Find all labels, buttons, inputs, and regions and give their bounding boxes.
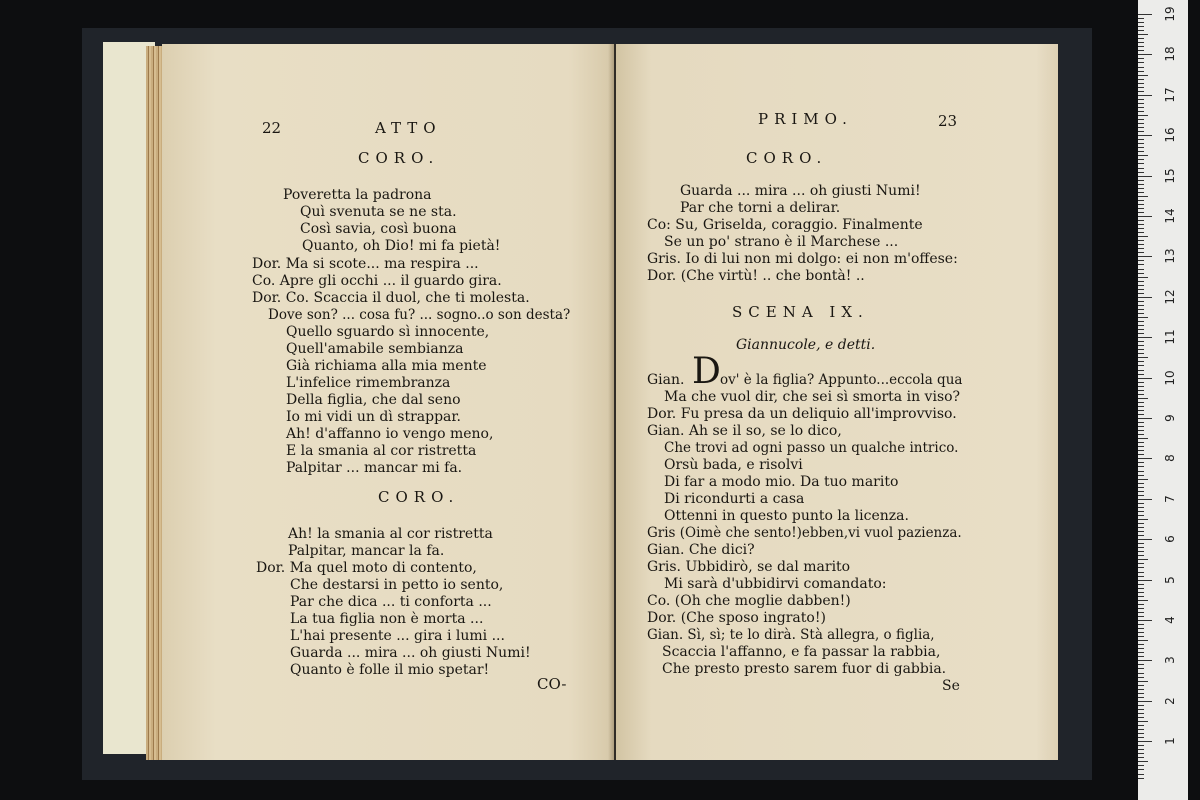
ruler-tick <box>1138 596 1144 597</box>
ruler-tick <box>1138 321 1144 322</box>
left-coro-heading-2: CORO. <box>378 488 460 506</box>
ruler-tick <box>1138 442 1144 443</box>
ruler-tick <box>1138 220 1144 221</box>
ruler-tick <box>1138 305 1144 306</box>
ruler-tick <box>1138 511 1144 512</box>
ruler-tick <box>1138 196 1148 197</box>
ruler-number: 11 <box>1163 329 1177 345</box>
ruler-tick <box>1138 406 1144 407</box>
ruler-tick <box>1138 341 1144 342</box>
ruler-tick <box>1138 79 1144 80</box>
verse-line: Co. Apre gli occhi ... il guardo gira. <box>252 273 502 289</box>
ruler-tick <box>1138 264 1144 265</box>
ruler-tick <box>1138 252 1144 253</box>
ruler-tick <box>1138 289 1144 290</box>
ruler-tick <box>1138 62 1144 63</box>
ruler-tick <box>1138 42 1144 43</box>
ruler-tick <box>1138 240 1144 241</box>
ruler-tick <box>1138 495 1144 496</box>
ruler-tick <box>1138 753 1144 754</box>
verse-line: E la smania al cor ristretta <box>286 443 477 459</box>
ruler-tick <box>1138 745 1144 746</box>
ruler-tick <box>1138 580 1152 581</box>
ruler-number: 6 <box>1163 535 1177 544</box>
ruler-tick <box>1138 95 1152 96</box>
ruler-tick <box>1138 337 1152 338</box>
left-coro-heading-1: CORO. <box>358 149 440 167</box>
verse-line: La tua figlia non è morta ... <box>290 611 484 627</box>
ruler-tick <box>1138 111 1144 112</box>
verse-line: Di ricondurti a casa <box>664 491 805 507</box>
verse-line: Gris. Ubbidirò, se dal marito <box>647 559 851 575</box>
verse-line: Quello sguardo sì innocente, <box>286 324 490 340</box>
ruler-tick <box>1138 398 1148 399</box>
ruler-tick <box>1138 422 1144 423</box>
ruler-tick <box>1138 693 1144 694</box>
ruler-tick <box>1138 248 1144 249</box>
ruler-tick <box>1138 131 1144 132</box>
scene-heading: SCENA IX. <box>732 303 869 321</box>
ruler-tick <box>1138 99 1144 100</box>
ruler-tick <box>1138 535 1144 536</box>
ruler-number: 15 <box>1163 167 1177 184</box>
ruler-tick <box>1138 559 1148 560</box>
ruler-tick <box>1138 624 1144 625</box>
ruler-number: 4 <box>1163 616 1177 624</box>
ruler-tick <box>1138 636 1144 637</box>
ruler-tick <box>1138 349 1144 350</box>
verse-line: Quell'amabile sembianza <box>286 341 464 357</box>
ruler-tick <box>1138 527 1144 528</box>
ruler-number: 8 <box>1163 454 1177 463</box>
ruler-tick <box>1138 139 1144 140</box>
ruler-tick <box>1138 555 1144 556</box>
ruler-tick <box>1138 414 1144 415</box>
ruler-tick <box>1138 543 1144 544</box>
verse-line: Ah! la smania al cor ristretta <box>288 526 493 542</box>
ruler-tick <box>1138 147 1144 148</box>
ruler-tick <box>1138 18 1144 19</box>
ruler-tick <box>1138 361 1144 362</box>
verse-line: Palpitar, mancar la fa. <box>288 543 445 559</box>
ruler-tick <box>1138 519 1148 520</box>
speaker-label: Gian. <box>647 372 685 388</box>
ruler-number: 14 <box>1163 208 1177 224</box>
ruler-tick <box>1138 345 1144 346</box>
ruler-tick <box>1138 531 1144 532</box>
ruler-tick <box>1138 244 1144 245</box>
verse-line: Orsù bada, e risolvi <box>664 457 803 473</box>
ruler-tick <box>1138 143 1144 144</box>
ruler-tick <box>1138 277 1148 278</box>
verse-line: Co: Su, Griselda, coraggio. Finalmente <box>647 217 923 233</box>
verse-line: Gian. Ah se il so, se lo dico, <box>647 423 842 439</box>
ruler-tick <box>1138 38 1144 39</box>
ruler-tick <box>1138 733 1144 734</box>
ruler-tick <box>1138 689 1144 690</box>
ruler-tick <box>1138 365 1144 366</box>
ruler-tick <box>1138 697 1144 698</box>
ruler-tick <box>1138 454 1144 455</box>
ruler-tick <box>1138 34 1148 35</box>
verse-line: Ma che vuol dir, che sei sì smorta in viso? <box>664 389 961 405</box>
left-page-number: 22 <box>262 119 282 137</box>
ruler-tick <box>1138 487 1144 488</box>
right-catchword: Se <box>942 678 960 694</box>
ruler-tick <box>1138 26 1144 27</box>
ruler-tick <box>1138 479 1148 480</box>
ruler-tick <box>1138 87 1144 88</box>
ruler-tick <box>1138 172 1144 173</box>
ruler-tick <box>1138 769 1144 770</box>
ruler-tick <box>1138 163 1144 164</box>
ruler-number: 3 <box>1163 656 1177 665</box>
ruler-number: 9 <box>1163 414 1177 422</box>
ruler-tick <box>1138 749 1144 750</box>
ruler-tick <box>1138 616 1144 617</box>
ruler-tick <box>1138 648 1144 649</box>
verse-line: Dor. Ma si scote... ma respira ... <box>252 256 479 272</box>
verse-line: Gian. Che dici? <box>647 542 755 558</box>
ruler-tick <box>1138 640 1148 641</box>
ruler-tick <box>1138 325 1144 326</box>
ruler-tick <box>1138 269 1144 270</box>
right-coro-heading: CORO. <box>746 149 828 167</box>
left-running-header: ATTO <box>375 119 442 137</box>
ruler-tick <box>1138 224 1144 225</box>
ruler-tick <box>1138 309 1144 310</box>
ruler-tick <box>1138 168 1144 169</box>
verse-line: Dor. (Che virtù! .. che bontà! .. <box>647 268 865 284</box>
verse-line: Che presto presto sarem fuor di gabbia. <box>662 661 947 677</box>
ruler-tick <box>1138 236 1148 237</box>
ruler-tick <box>1138 176 1152 177</box>
verse-line: Gris. Io di lui non mi dolgo: ei non m'offese: <box>647 251 958 267</box>
ruler-tick <box>1138 713 1144 714</box>
ruler-tick <box>1138 515 1144 516</box>
verse-line: Par che torni a delirar. <box>680 200 841 216</box>
verse-line: Quanto è folle il mio spetar! <box>290 662 490 678</box>
verse-line: Ah! d'affanno io vengo meno, <box>286 426 494 442</box>
ruler-tick <box>1138 547 1144 548</box>
ruler-tick <box>1138 551 1144 552</box>
verse-line: Gris (Oimè che sento!)ebben,vi vuol pazienza. <box>647 525 962 541</box>
ruler-tick <box>1138 151 1144 152</box>
ruler-tick <box>1138 115 1148 116</box>
ruler-tick <box>1138 644 1144 645</box>
ruler-tick <box>1138 668 1144 669</box>
ruler-tick <box>1138 592 1144 593</box>
ruler-tick <box>1138 466 1144 467</box>
ruler-tick <box>1138 329 1144 330</box>
ruler-tick <box>1138 216 1152 217</box>
ruler-tick <box>1138 155 1148 156</box>
ruler-tick <box>1138 333 1144 334</box>
verse-line: Se un po' strano è il Marchese ... <box>664 234 899 250</box>
ruler-tick <box>1138 285 1144 286</box>
ruler-tick <box>1138 83 1144 84</box>
ruler-tick <box>1138 378 1152 379</box>
ruler-tick <box>1138 46 1144 47</box>
verse-line: Che destarsi in petto io sento, <box>290 577 504 593</box>
ruler-tick <box>1138 103 1144 104</box>
ruler-tick <box>1138 729 1144 730</box>
verse-line: Palpitar ... mancar mi fa. <box>286 460 463 476</box>
ruler-tick <box>1138 685 1144 686</box>
ruler-number: 2 <box>1163 696 1177 705</box>
ruler-tick <box>1138 717 1144 718</box>
ruler-tick <box>1138 208 1144 209</box>
ruler-tick <box>1138 67 1144 68</box>
ruler-tick <box>1138 297 1152 298</box>
ruler-tick <box>1138 370 1144 371</box>
ruler-tick <box>1138 374 1144 375</box>
ruler-tick <box>1138 567 1144 568</box>
ruler-tick <box>1138 200 1144 201</box>
ruler-tick <box>1138 499 1152 500</box>
ruler-tick <box>1138 612 1144 613</box>
verse-line: L'hai presente ... gira i lumi ... <box>290 628 505 644</box>
ruler-tick <box>1138 353 1144 354</box>
ruler-tick <box>1138 188 1144 189</box>
ruler-tick <box>1138 584 1144 585</box>
ruler-tick <box>1138 620 1152 621</box>
ruler-tick <box>1138 382 1144 383</box>
ruler-tick <box>1138 765 1144 766</box>
ruler-tick <box>1138 50 1144 51</box>
ruler-tick <box>1138 30 1144 31</box>
verse-line: Io mi vidi un dì strappar. <box>286 409 461 425</box>
ruler-tick <box>1138 212 1144 213</box>
ruler-tick <box>1138 293 1144 294</box>
ruler-tick <box>1138 402 1144 403</box>
ruler-tick <box>1138 741 1152 742</box>
ruler-number: 1 <box>1163 737 1177 746</box>
verse-line: Dor. Ma quel moto di contento, <box>256 560 477 576</box>
ruler-tick <box>1138 608 1144 609</box>
ruler-tick <box>1138 434 1144 435</box>
verse-line: Co. (Oh che moglie dabben!) <box>647 593 851 609</box>
verse-line: Già richiama alla mia mente <box>286 358 487 374</box>
ruler-tick <box>1138 604 1144 605</box>
ruler-tick <box>1138 135 1152 136</box>
ruler-tick <box>1138 54 1152 55</box>
verse-line: L'infelice rimembranza <box>286 375 451 391</box>
verse-line: Mi sarà d'ubbidirvi comandato: <box>664 576 887 592</box>
ruler-tick <box>1138 228 1144 229</box>
verse-line: Che trovi ad ogni passo un qualche intrico. <box>664 440 959 456</box>
ruler-tick <box>1138 576 1144 577</box>
ruler-tick <box>1138 656 1144 657</box>
ruler-number: 19 <box>1163 6 1177 22</box>
ruler-tick <box>1138 438 1148 439</box>
ruler-tick <box>1138 491 1144 492</box>
verse-line: Dor. Fu presa da un deliquio all'improvviso. <box>647 406 957 422</box>
ruler-tick <box>1138 394 1144 395</box>
ruler-number: 16 <box>1163 127 1177 143</box>
ruler-tick <box>1138 418 1152 419</box>
ruler-tick <box>1138 652 1144 653</box>
verse-line: Dor. (Che sposo ingrato!) <box>647 610 826 626</box>
ruler-tick <box>1138 159 1144 160</box>
verse-line: Dove son? ... cosa fu? ... sogno..o son desta? <box>268 307 571 323</box>
ruler-tick <box>1138 357 1148 358</box>
verse-line: Così savia, così buona <box>300 221 457 237</box>
ruler-tick <box>1138 127 1144 128</box>
ruler-tick <box>1138 184 1144 185</box>
ruler-tick <box>1138 507 1144 508</box>
ruler-tick <box>1138 317 1148 318</box>
ruler-tick <box>1138 281 1144 282</box>
ruler-tick <box>1138 410 1144 411</box>
ruler-tick <box>1138 632 1144 633</box>
ruler-tick <box>1138 709 1144 710</box>
ruler-tick <box>1138 14 1152 15</box>
right-running-header: PRIMO. <box>758 110 853 128</box>
ruler-tick <box>1138 503 1144 504</box>
ruler-tick <box>1138 446 1144 447</box>
verse-line: Poveretta la padrona <box>283 187 432 203</box>
ruler-tick <box>1138 426 1144 427</box>
ruler-tick <box>1138 701 1152 702</box>
ruler-tick <box>1138 761 1148 762</box>
ruler-tick <box>1138 123 1144 124</box>
ruler-tick <box>1138 462 1144 463</box>
ruler-tick <box>1138 58 1144 59</box>
ruler-tick <box>1138 273 1144 274</box>
ruler-tick <box>1138 256 1152 257</box>
ruler-tick <box>1138 774 1144 775</box>
verse-line: Par che dica ... ti conforta ... <box>290 594 492 610</box>
ruler-number: 18 <box>1163 46 1177 63</box>
ruler-tick <box>1138 563 1144 564</box>
verse-line: Ottenni in questo punto la licenza. <box>664 508 909 524</box>
ruler-tick <box>1138 180 1144 181</box>
ruler-tick <box>1138 260 1144 261</box>
left-catchword: CO- <box>537 675 567 693</box>
ruler-tick <box>1138 673 1144 674</box>
ruler-tick <box>1138 572 1144 573</box>
ruler-tick <box>1138 721 1148 722</box>
ruler-tick <box>1138 301 1144 302</box>
ruler-number: 5 <box>1163 575 1177 584</box>
verse-line: Dor. Co. Scaccia il duol, che ti molesta. <box>252 290 530 306</box>
ruler-tick <box>1138 458 1152 459</box>
verse-line: ov' è la figlia? Appunto...eccola qua <box>720 372 963 388</box>
ruler-tick <box>1138 664 1144 665</box>
ruler-tick <box>1138 600 1148 601</box>
ruler-number: 17 <box>1163 87 1177 103</box>
right-page-number: 23 <box>938 112 958 130</box>
verse-line: Quanto, oh Dio! mi fa pietà! <box>302 238 501 254</box>
ruler-number: 12 <box>1163 289 1177 305</box>
left-page <box>162 44 614 760</box>
right-page <box>616 44 1058 760</box>
ruler-tick <box>1138 705 1144 706</box>
ruler-number: 13 <box>1163 248 1177 265</box>
ruler-tick <box>1138 725 1144 726</box>
verse-line: Quì svenuta se ne sta. <box>300 204 457 220</box>
verse-line: Scaccia l'affanno, e fa passar la rabbia, <box>662 644 941 660</box>
ruler-tick <box>1138 737 1144 738</box>
ruler-tick <box>1138 390 1144 391</box>
ruler-tick <box>1138 107 1144 108</box>
verse-line: Di far a modo mio. Da tuo marito <box>664 474 899 490</box>
ruler-tick <box>1138 539 1152 540</box>
verse-line: Gian. Sì, sì; te lo dirà. Stà allegra, o figlia, <box>647 627 935 643</box>
ruler-number: 10 <box>1163 369 1177 386</box>
ruler-tick <box>1138 204 1144 205</box>
ruler-tick <box>1138 75 1148 76</box>
ruler-tick <box>1138 119 1144 120</box>
drop-cap: D <box>692 351 721 392</box>
ruler-tick <box>1138 232 1144 233</box>
ruler-number: 7 <box>1163 494 1177 503</box>
ruler-tick <box>1138 681 1148 682</box>
ruler-tick <box>1138 471 1144 472</box>
ruler-tick <box>1138 757 1144 758</box>
ruler-tick <box>1138 386 1144 387</box>
ruler-tick <box>1138 778 1144 779</box>
scene-subtitle: Giannucole, e detti. <box>736 337 876 353</box>
ruler-tick <box>1138 430 1144 431</box>
ruler-tick <box>1138 588 1144 589</box>
ruler-tick <box>1138 22 1144 23</box>
ruler-tick <box>1138 71 1144 72</box>
verse-line: Guarda ... mira ... oh giusti Numi! <box>680 183 921 199</box>
ruler-tick <box>1138 313 1144 314</box>
measuring-ruler <box>1138 0 1188 800</box>
verse-line: Della figlia, che dal seno <box>286 392 461 408</box>
verse-line: Guarda ... mira ... oh giusti Numi! <box>290 645 531 661</box>
ruler-tick <box>1138 483 1144 484</box>
ruler-tick <box>1138 450 1144 451</box>
ruler-tick <box>1138 475 1144 476</box>
ruler-tick <box>1138 628 1144 629</box>
ruler-tick <box>1138 677 1144 678</box>
ruler-tick <box>1138 660 1152 661</box>
ruler-tick <box>1138 91 1144 92</box>
ruler-tick <box>1138 192 1144 193</box>
ruler-tick <box>1138 523 1144 524</box>
